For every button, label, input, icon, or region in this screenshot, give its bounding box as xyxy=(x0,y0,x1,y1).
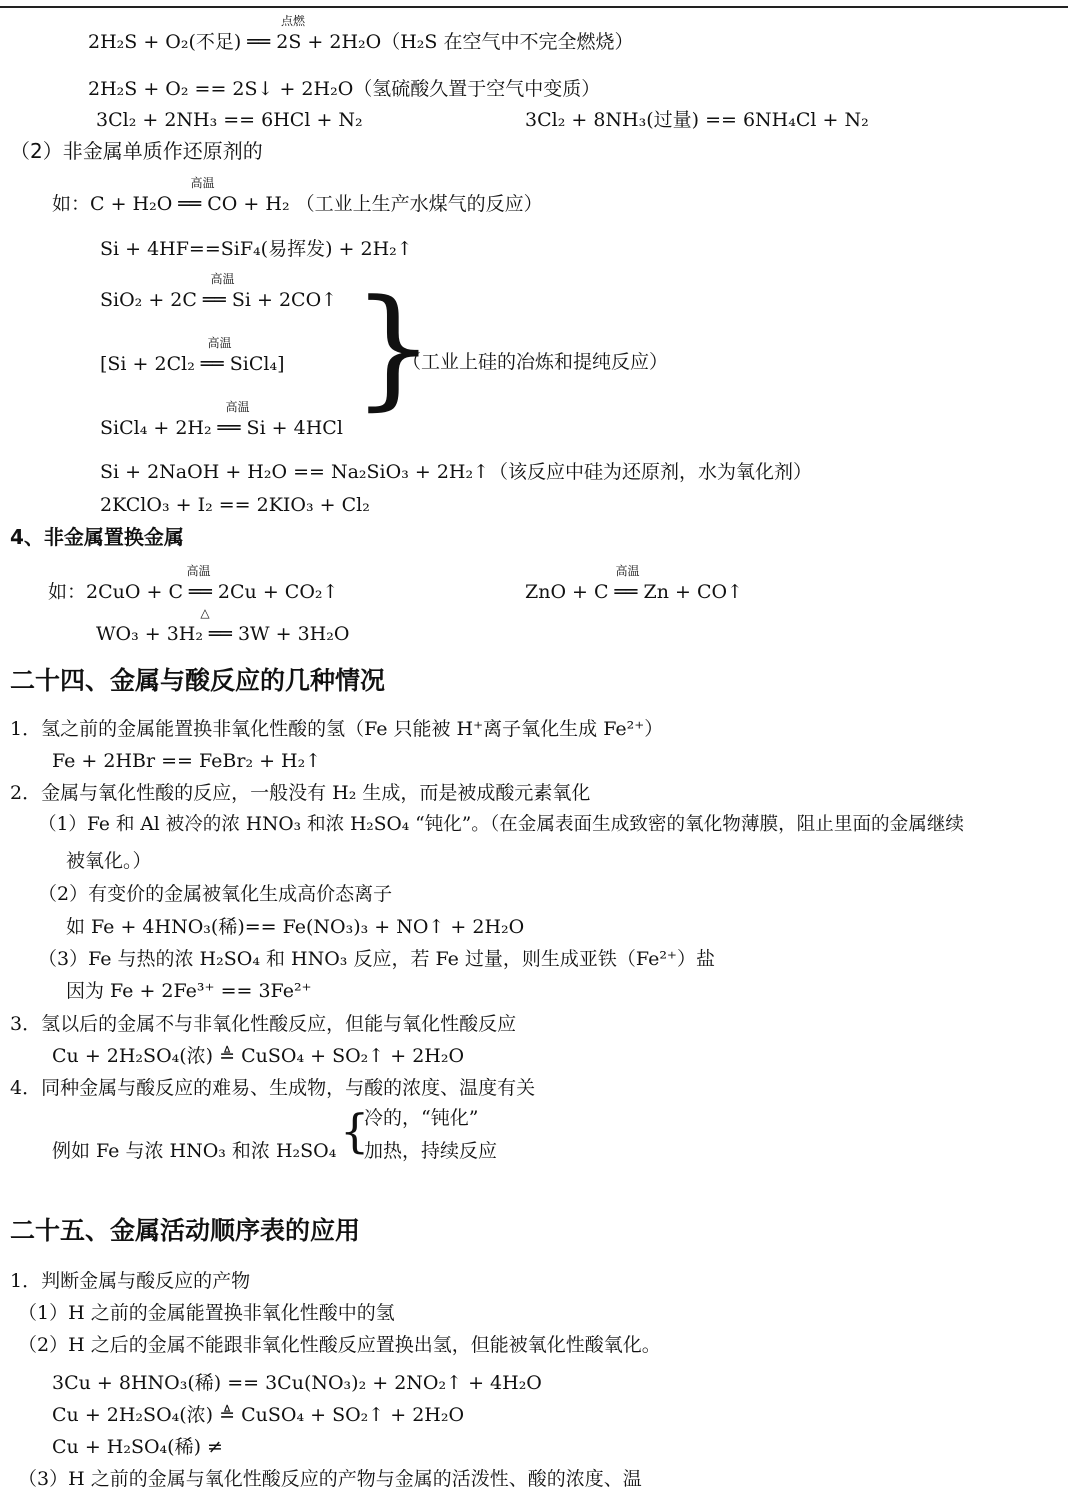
ch24-equation-3: 因为 Fe + 2Fe³⁺ == 3Fe²⁺ xyxy=(66,980,312,1002)
equation-si-hf: Si + 4HF==SiF₄(易挥发) + 2H₂↑ xyxy=(100,238,413,260)
ch24-equation-2: 如 Fe + 4HNO₃(稀)== Fe(NO₃)₃ + NO↑ + 2H₂O xyxy=(66,916,525,938)
ch25-point-1-1: （1）H 之前的金属能置换非氧化性酸中的氢 xyxy=(18,1302,395,1324)
condition-label: 高温 xyxy=(207,336,232,350)
condition-label: 高温 xyxy=(190,176,215,190)
ch24-equation-4: Cu + 2H₂SO₄(浓) ≜ CuSO₄ + SO₂↑ + 2H₂O xyxy=(52,1045,465,1067)
chapter-25-title: 二十五、金属活动顺序表的应用 xyxy=(10,1216,361,1245)
ch24-point-2-2: （2）有变价的金属被氧化生成高价态离子 xyxy=(38,883,393,905)
equation-kclo3-i2: 2KClO₃ + I₂ == 2KIO₃ + Cl₂ xyxy=(100,494,370,516)
condition-label: 高温 xyxy=(186,564,211,578)
ch24-heat-case: 加热，持续反应 xyxy=(364,1140,498,1162)
ch24-point-2-3: （3）Fe 与热的浓 H₂SO₄ 和 HNO₃ 反应，若 Fe 过量，则生成亚铁（Fe²⁺）盐 xyxy=(38,948,715,970)
ch24-cold-case: 冷的，“钝化” xyxy=(364,1107,479,1129)
equation-si-cl2: 高温 [Si + 2Cl₂ ══ SiCl₄] xyxy=(100,336,285,375)
equation-sicl4-h2: 高温 SiCl₄ + 2H₂ ══ Si + 4HCl xyxy=(100,400,343,439)
equation-zno-c: 高温 ZnO + C ══ Zn + CO↑ xyxy=(525,564,743,603)
condition-label: 高温 xyxy=(225,400,250,414)
equation-cuo-c: 高温 如：2CuO + C ══ 2Cu + CO₂↑ xyxy=(48,564,339,603)
top-rule xyxy=(0,6,1068,8)
equation-h2s-air: 2H₂S + O₂ == 2S↓ + 2H₂O（氢硫酸久置于空气中变质） xyxy=(88,78,601,100)
ch24-point-4: 4．同种金属与酸反应的难易、生成物，与酸的浓度、温度有关 xyxy=(10,1077,536,1099)
equation-water-gas: 高温 如：C + H₂O ══ CO + H₂ （工业上生产水煤气的反应） xyxy=(52,176,543,215)
ch25-equation-2: Cu + 2H₂SO₄(浓) ≜ CuSO₄ + SO₂↑ + 2H₂O xyxy=(52,1404,465,1426)
ch24-example: 例如 Fe 与浓 HNO₃ 和浓 H₂SO₄ xyxy=(52,1140,337,1162)
equation-si-naoh: Si + 2NaOH + H₂O == Na₂SiO₃ + 2H₂↑（该反应中硅为还原剂，水为氧化剂） xyxy=(100,461,813,483)
equation-h2s-incomplete: 点燃 2H₂S + O₂(不足) ══ 2S + 2H₂O（H₂S 在空气中不完全燃烧） xyxy=(88,14,634,53)
equation-cl2-nh3: 3Cl₂ + 2NH₃ == 6HCl + N₂ xyxy=(96,109,363,131)
ch24-point-2-1-continued: 被氧化。） xyxy=(66,850,152,872)
subsection-heading: 4、非金属置换金属 xyxy=(10,525,184,549)
chapter-24-title: 二十四、金属与酸反应的几种情况 xyxy=(10,666,386,695)
si-process-note: （工业上硅的冶炼和提纯反应） xyxy=(402,351,669,373)
ch25-point-1-2: （2）H 之后的金属不能跟非氧化性酸反应置换出氢，但能被氧化性酸氧化。 xyxy=(18,1334,661,1356)
right-brace: } xyxy=(352,271,435,423)
ch24-equation-1: Fe + 2HBr == FeBr₂ + H₂↑ xyxy=(52,750,322,772)
left-brace: { xyxy=(340,1104,370,1158)
ch25-point-1-3: （3）H 之前的金属与氧化性酸反应的产物与金属的活泼性、酸的浓度、温 xyxy=(18,1468,642,1490)
ch24-point-2-1: （1）Fe 和 Al 被冷的浓 HNO₃ 和浓 H₂SO₄ “钝化”。（在金属表面生成致密的氧化物薄膜，阻止里面的金属继续 xyxy=(38,814,965,835)
condition-label: 高温 xyxy=(210,272,235,286)
ch25-equation-3: Cu + H₂SO₄(稀) ≠ xyxy=(52,1436,223,1458)
equation-wo3-h2: △ WO₃ + 3H₂ ══ 3W + 3H₂O xyxy=(96,606,350,645)
ch24-point-3: 3．氢以后的金属不与非氧化性酸反应，但能与氧化性酸反应 xyxy=(10,1013,517,1035)
condition-label: 点燃 xyxy=(280,14,305,28)
condition-label: 高温 xyxy=(615,564,640,578)
subsection-heading: （2）非金属单质作还原剂的 xyxy=(10,139,263,163)
ch24-point-1: 1．氢之前的金属能置换非氧化性酸的氢（Fe 只能被 H⁺离子氧化生成 Fe²⁺） xyxy=(10,718,664,740)
condition-label: △ xyxy=(200,606,210,620)
ch24-point-2: 2．金属与氧化性酸的反应，一般没有 H₂ 生成，而是被成酸元素氧化 xyxy=(10,782,591,804)
equation-cl2-nh3-excess: 3Cl₂ + 8NH₃(过量) == 6NH₄Cl + N₂ xyxy=(525,109,869,131)
ch25-point-1: 1．判断金属与酸反应的产物 xyxy=(10,1270,251,1292)
equation-sio2-c: 高温 SiO₂ + 2C ══ Si + 2CO↑ xyxy=(100,272,338,311)
ch25-equation-1: 3Cu + 8HNO₃(稀) == 3Cu(NO₃)₂ + 2NO₂↑ + 4H₂O xyxy=(52,1372,542,1394)
